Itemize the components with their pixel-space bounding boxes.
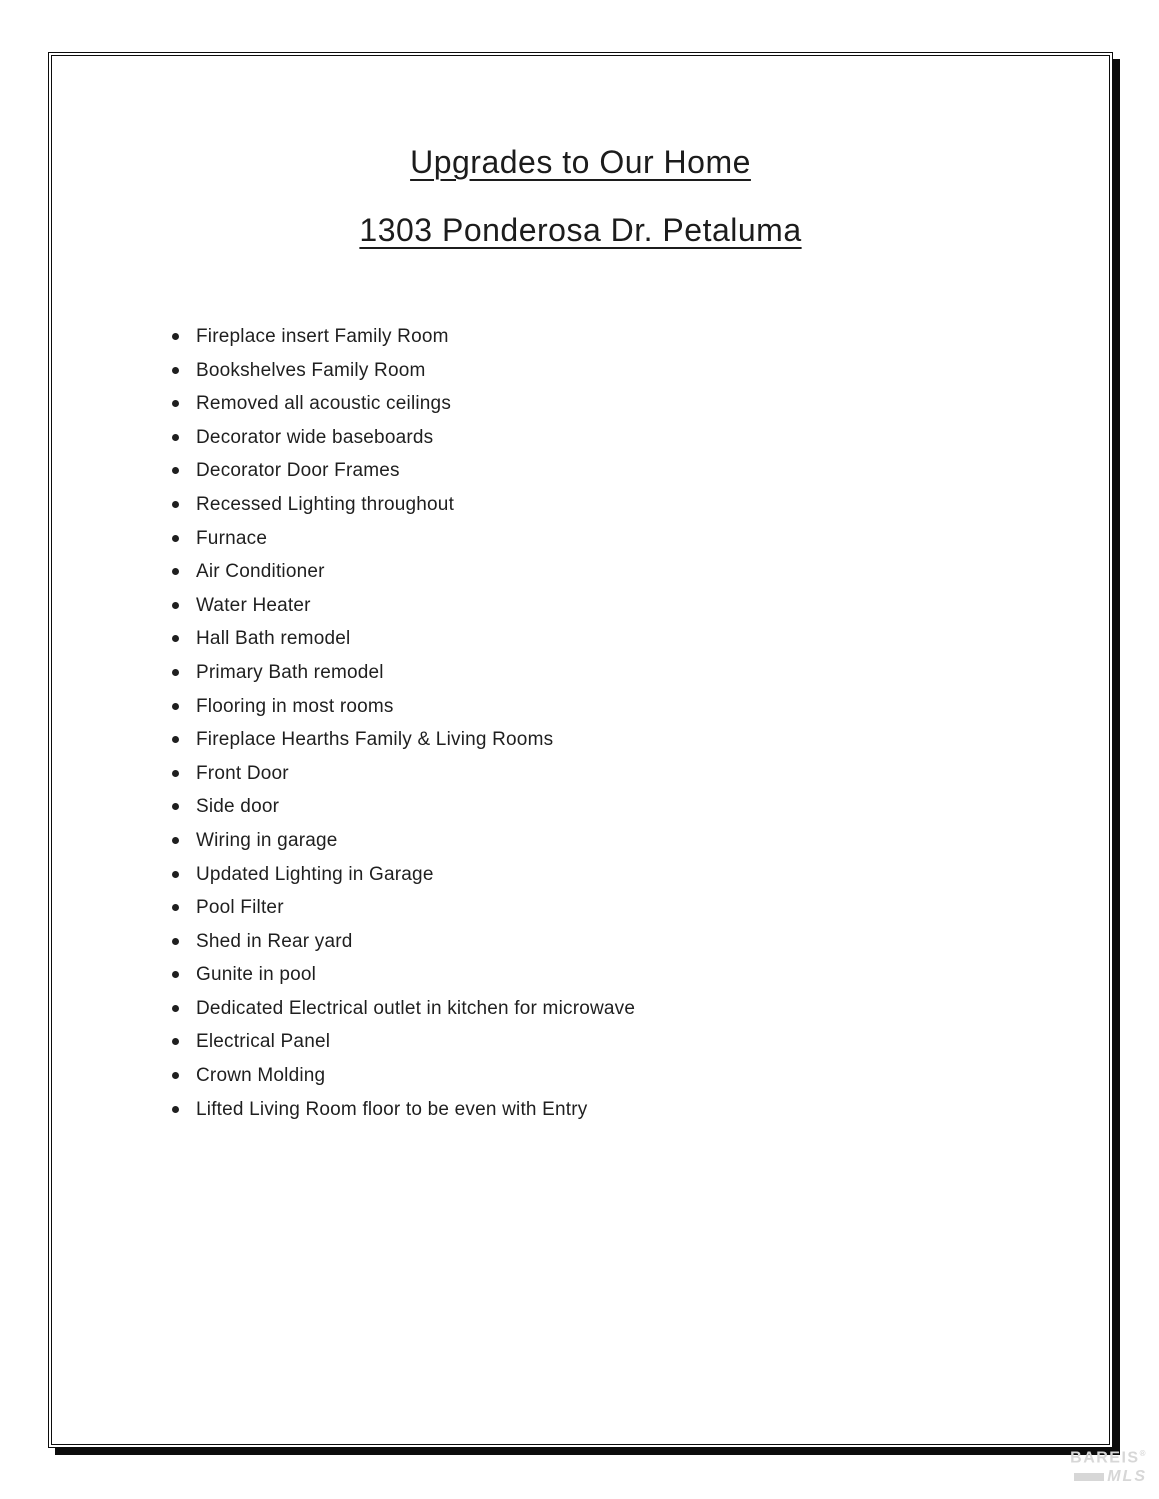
bullet-icon [172, 803, 179, 810]
list-item [172, 891, 1109, 925]
list-item-label: Fireplace insert Family Room [196, 326, 449, 347]
list-item-label: Side door [196, 796, 280, 818]
list-item [172, 723, 1109, 757]
bullet-icon [172, 535, 179, 542]
registered-trademark-icon: ® [1139, 1449, 1147, 1458]
list-item [172, 1059, 1109, 1093]
list-item-label: Air Conditioner [196, 561, 325, 583]
list-item [172, 656, 1109, 690]
list-item-label: Recessed Lighting throughout [196, 493, 455, 515]
bullet-icon [172, 635, 179, 642]
list-item [172, 622, 1109, 656]
bullet-icon [172, 1005, 179, 1012]
list-item [172, 958, 1109, 992]
list-item-label: Pool Filter [196, 897, 284, 919]
list-item-label: Hall Bath remodel [196, 628, 351, 650]
bullet-icon [172, 1038, 179, 1045]
list-item [172, 757, 1109, 791]
list-item [172, 488, 1109, 522]
bullet-icon [172, 434, 179, 441]
watermark-sub [1070, 1469, 1147, 1485]
bullet-icon [172, 904, 179, 911]
list-item-label: Flooring in most rooms [196, 695, 394, 717]
list-item [172, 589, 1109, 623]
bareis-mls-watermark [1070, 1450, 1147, 1485]
list-item [172, 421, 1109, 455]
document-border-frame [48, 52, 1113, 1448]
list-item-label: Gunite in pool [196, 964, 317, 986]
watermark-brand [1070, 1450, 1147, 1466]
list-item-label: Decorator wide baseboards [196, 426, 434, 448]
bullet-icon [172, 467, 179, 474]
watermark-brand-text: BAREIS [1070, 1449, 1140, 1467]
list-item-label: Updated Lighting in Garage [196, 863, 434, 885]
list-item-label: Lifted Living Room floor to be even with Entry [196, 1098, 588, 1120]
list-item [172, 1093, 1109, 1127]
list-item-label: Removed all acoustic ceilings [196, 393, 452, 415]
list-item [172, 354, 1109, 388]
bullet-icon [172, 367, 179, 374]
bullet-icon [172, 669, 179, 676]
bullet-icon [172, 871, 179, 878]
bullet-icon [172, 333, 179, 340]
bullet-icon [172, 568, 179, 575]
list-item-label: Decorator Door Frames [196, 460, 400, 482]
bullet-icon [172, 703, 179, 710]
watermark-sub-text: MLS [1107, 1468, 1147, 1486]
list-item-label: Furnace [196, 527, 268, 549]
list-item [172, 522, 1109, 556]
list-item [172, 690, 1109, 724]
bullet-icon [172, 1106, 179, 1113]
bullet-icon [172, 938, 179, 945]
list-item-label: Primary Bath remodel [196, 661, 384, 683]
list-item-label: Fireplace Hearths Family & Living Rooms [196, 729, 554, 751]
list-item-label: Electrical Panel [196, 1031, 331, 1053]
bullet-icon [172, 837, 179, 844]
list-item [172, 555, 1109, 589]
list-item-label: Crown Molding [196, 1065, 326, 1087]
document-subtitle: 1303 Ponderosa Dr. Petaluma [359, 212, 802, 248]
list-item [172, 320, 1109, 354]
upgrades-list [52, 320, 1109, 1126]
list-item [172, 824, 1109, 858]
bullet-icon [172, 971, 179, 978]
watermark-bar-icon [1074, 1473, 1104, 1481]
list-item [172, 790, 1109, 824]
list-item [172, 992, 1109, 1026]
list-item [172, 454, 1109, 488]
list-item-label: Front Door [196, 762, 289, 784]
bullet-icon [172, 602, 179, 609]
bullet-icon [172, 736, 179, 743]
bullet-icon [172, 770, 179, 777]
list-item-label: Dedicated Electrical outlet in kitchen for microwave [196, 997, 636, 1019]
list-item-label: Shed in Rear yard [196, 930, 353, 952]
list-item [172, 1025, 1109, 1059]
list-item-label: Bookshelves Family Room [196, 359, 426, 381]
list-item-label: Wiring in garage [196, 829, 338, 851]
document-title: Upgrades to Our Home [410, 144, 751, 180]
list-item [172, 925, 1109, 959]
bullet-icon [172, 501, 179, 508]
list-item [172, 387, 1109, 421]
bullet-icon [172, 1072, 179, 1079]
bullet-icon [172, 400, 179, 407]
list-item-label: Water Heater [196, 594, 311, 616]
list-item [172, 858, 1109, 892]
